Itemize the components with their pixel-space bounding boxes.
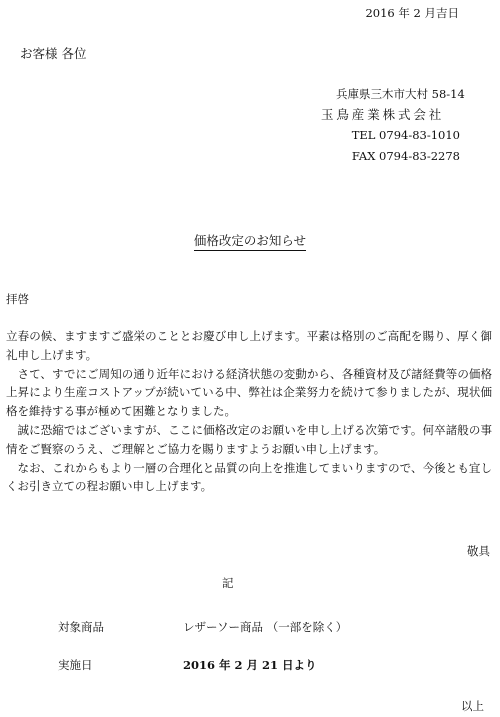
effective-date-value	[183, 660, 317, 672]
document-date: 2016 年 2 月吉日	[365, 6, 459, 20]
document-title-text: 価格改定のお知らせ	[194, 233, 306, 251]
effective-date-text: 2016 年 2 月 21 日より	[183, 658, 317, 672]
product-label: 対象商品	[58, 620, 104, 634]
body-paragraph-2: さて、すでにご周知の通り近年における経済状態の変動から、各種資材及び諸経費等の価格上昇により生産コストアップが続いている中、弊社は企業努力を続けて参りましたが、現状価格を維持する事が極めて困難となりました。	[6, 366, 492, 419]
product-value: レザーソー商品 （一部を除く）	[183, 620, 348, 634]
sender-address: 兵庫県三木市大村 58-14	[336, 87, 465, 101]
opening-greeting: 拝啓	[6, 292, 29, 306]
body-paragraph-3: 誠に恐縮ではございますが、ここに価格改定のお願いを申し上げる次第です。何卒諸般の事情をご賢察のうえ、ご理解とご協力を賜りますようお願い申し上げます。	[6, 422, 492, 456]
letter-body	[6, 327, 492, 496]
closing-word: 敬具	[467, 544, 490, 558]
company-name: 玉鳥産業株式会社	[321, 107, 445, 122]
body-paragraph-1: 立春の候、ますますご盛栄のこととお慶び申し上げます。平素は格別のご高配を賜り、厚く御礼申し上げます。	[6, 329, 492, 362]
sender-fax: FAX 0794-83-2278	[351, 149, 460, 163]
ki-heading: 記	[222, 576, 234, 590]
effective-date-label: 実施日	[58, 658, 93, 672]
sender-tel: TEL 0794-83-1010	[351, 128, 460, 142]
body-paragraph-4: なお、これからもより一層の合理化と品質の向上を推進してまいりますので、今後とも宜しくお引き立ての程お願い申し上げます。	[6, 460, 492, 494]
document-title	[0, 235, 500, 248]
end-mark: 以上	[461, 698, 484, 713]
recipient: お客様 各位	[20, 46, 87, 61]
